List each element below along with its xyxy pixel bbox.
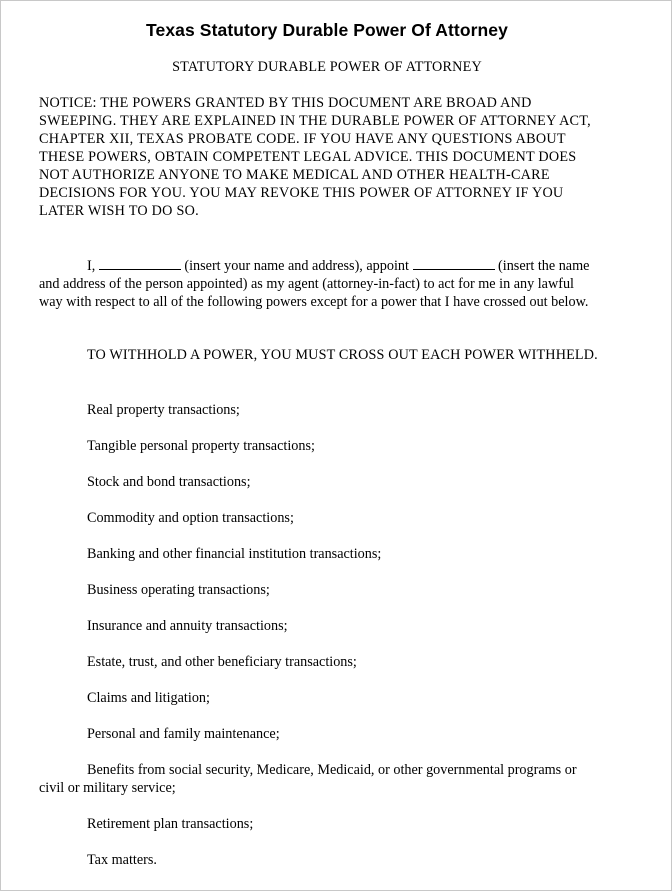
- power-item: Personal and family maintenance;: [87, 726, 280, 742]
- appointment-paragraph: [39, 257, 599, 311]
- appointment-part-2: (insert your name and address), appoint: [184, 258, 409, 274]
- appointment-part-3: (insert the name and address of the person appointed) as my agent (attorney-in-fact) to act for me in any lawful way with respect to all of the following powers except for a power that I have crossed out below.: [39, 258, 590, 310]
- withhold-instruction: [39, 346, 599, 364]
- power-item: [39, 761, 605, 797]
- power-item: Tangible personal property transactions;: [87, 438, 315, 454]
- withhold-instruction-text: TO WITHHOLD A POWER, YOU MUST CROSS OUT EACH POWER WITHHELD.: [87, 347, 598, 363]
- document-title: Texas Statutory Durable Power Of Attorney: [146, 20, 508, 40]
- power-item: Estate, trust, and other beneficiary transactions;: [87, 654, 357, 670]
- power-item-text: Benefits from social security, Medicare, Medicaid, or other governmental programs or civil or military service;: [39, 762, 577, 796]
- power-item: Business operating transactions;: [87, 582, 270, 598]
- power-item: Retirement plan transactions;: [87, 816, 254, 832]
- document-subtitle: STATUTORY DURABLE POWER OF ATTORNEY: [172, 59, 482, 75]
- power-item: Stock and bond transactions;: [87, 474, 251, 490]
- appointment-part-1: I,: [87, 258, 96, 274]
- power-item: Real property transactions;: [87, 402, 240, 418]
- power-item: Banking and other financial institution transactions;: [87, 546, 382, 562]
- agent-name-blank[interactable]: [413, 257, 495, 270]
- power-item: Tax matters.: [87, 852, 157, 868]
- notice-paragraph: NOTICE: THE POWERS GRANTED BY THIS DOCUMENT ARE BROAD AND SWEEPING. THEY ARE EXPLAINED IN THE DURABLE POWER OF ATTORNEY ACT, CHAPTER XII, TEXAS PROBATE CODE. IF YOU HAVE ANY QUESTIONS ABOUT THESE POWERS, OBTAIN COMPETENT LEGAL ADVICE. THIS DOCUMENT DOES NOT AUTHORIZE ANYONE TO MAKE MEDICAL AND OTHER HEALTH-CARE DECISIONS FOR YOU. YOU MAY REVOKE THIS POWER OF ATTORNEY IF YOU LATER WISH TO DO SO.: [39, 95, 591, 219]
- power-item: Commodity and option transactions;: [87, 510, 294, 526]
- power-item: Insurance and annuity transactions;: [87, 618, 288, 634]
- principal-name-blank[interactable]: [99, 257, 181, 270]
- power-item: Claims and litigation;: [87, 690, 210, 706]
